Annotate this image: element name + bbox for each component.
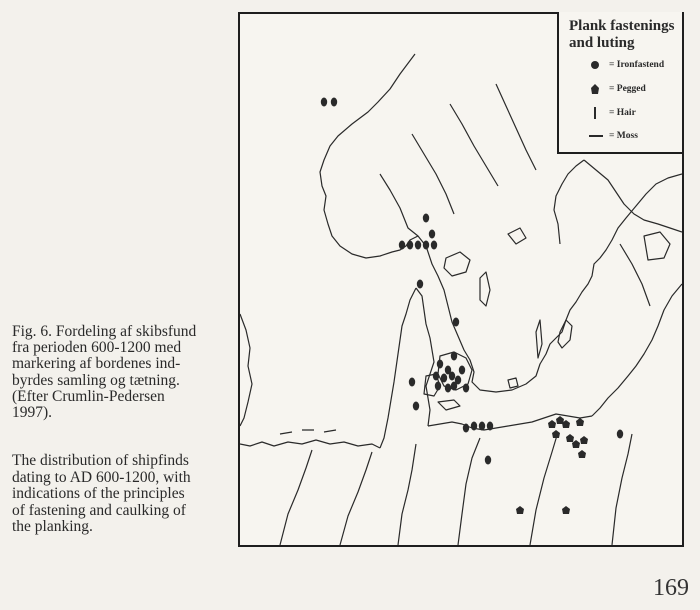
ironfastend-site-marker <box>455 376 461 385</box>
coastline-jutland <box>380 288 434 448</box>
legend-title-line: Plank fastenings <box>569 18 675 34</box>
legend-label: = Ironfastend <box>609 60 665 70</box>
ironfastend-site-marker <box>321 98 327 107</box>
ironfastend-site-marker <box>445 384 451 393</box>
map-legend <box>557 12 682 154</box>
ironfastend-site-marker <box>435 382 441 391</box>
coastline-baltic-east <box>592 284 682 416</box>
ironfastend-site-marker <box>479 422 485 431</box>
island-oland <box>536 320 542 358</box>
pegged-site-marker <box>552 430 560 438</box>
pegged-site-marker <box>548 420 556 428</box>
pegged-site-marker <box>562 506 570 514</box>
lake-ladoga <box>644 232 670 260</box>
caption-line: fra perioden 600-1200 med <box>12 339 182 357</box>
ironfastend-site-marker <box>409 378 415 387</box>
river <box>398 444 416 545</box>
ironfastend-site-marker <box>433 372 439 381</box>
dot-icon <box>589 58 601 72</box>
pegged-site-marker <box>576 418 584 426</box>
caption-danish <box>12 324 227 421</box>
legend-item-pegged <box>589 82 679 96</box>
caption-line: The distribution of shipfinds <box>12 452 189 469</box>
river <box>280 450 312 545</box>
pegged-site-marker <box>566 434 574 442</box>
caption-line: of fastening and caulking of <box>12 501 186 519</box>
caption-line: markering af bordenes ind- <box>12 355 181 373</box>
island-bornholm <box>508 378 518 388</box>
river <box>412 134 454 214</box>
ironfastend-site-marker <box>487 422 493 431</box>
coastline-bothnia <box>554 160 584 244</box>
river <box>620 244 650 306</box>
lake <box>508 228 526 244</box>
caption-english <box>12 453 227 536</box>
ironfastend-site-marker <box>459 366 465 375</box>
legend-label: = Moss <box>609 131 638 141</box>
caption-line: byrdes samling og tætning. <box>12 371 180 389</box>
ironfastend-site-marker <box>423 241 429 250</box>
legend-item-hair <box>589 106 679 120</box>
coastline-britain <box>240 314 252 426</box>
caption-line: indications of the principles <box>12 485 185 503</box>
ironfastend-site-marker <box>437 360 443 369</box>
pegged-site-marker <box>516 506 524 514</box>
ironfastend-site-marker <box>471 422 477 431</box>
ironfastend-site-marker <box>449 372 455 381</box>
river <box>458 438 480 545</box>
island-lolland <box>438 400 460 410</box>
river <box>450 104 498 186</box>
ironfastend-site-marker <box>441 374 447 383</box>
caption-line: dating to AD 600-1200, with <box>12 468 191 486</box>
caption-line: Fig. 6. Fordeling af skibsfund <box>12 323 197 340</box>
pegged-site-marker <box>578 450 586 458</box>
ironfastend-site-marker <box>331 98 337 107</box>
legend-item-moss <box>589 129 679 143</box>
legend-item-ironfastend <box>589 58 679 72</box>
ironfastend-site-marker <box>429 230 435 239</box>
caption-line: 1997). <box>12 404 53 422</box>
ironfastend-site-marker <box>413 402 419 411</box>
legend-title <box>569 18 674 52</box>
river <box>612 434 632 545</box>
page-number: 169 <box>653 575 689 601</box>
legend-title-line: and luting <box>569 35 635 51</box>
dash-icon <box>589 129 605 143</box>
ironfastend-site-marker <box>399 241 405 250</box>
ironfastend-site-marker <box>417 280 423 289</box>
ironfastend-site-marker <box>431 241 437 250</box>
caption-line: the planking. <box>12 518 93 536</box>
river <box>380 174 418 236</box>
river <box>530 432 558 545</box>
lake-vattern <box>480 272 490 306</box>
legend-label: = Pegged <box>609 84 646 94</box>
river <box>340 452 372 545</box>
ironfastend-site-marker <box>415 241 421 250</box>
lake-vanern <box>444 252 470 276</box>
coastline-finland <box>584 160 682 232</box>
river <box>496 84 536 170</box>
ironfastend-site-marker <box>463 424 469 433</box>
caption-line: (Efter Crumlin-Pedersen <box>12 387 165 405</box>
ironfastend-site-marker <box>617 430 623 439</box>
coastline-north-sea <box>240 440 380 448</box>
ironfastend-site-marker <box>463 384 469 393</box>
pegged-site-marker <box>580 436 588 444</box>
legend-label: = Hair <box>609 108 636 118</box>
coastline-frisian-islands <box>280 430 336 434</box>
ironfastend-site-marker <box>485 456 491 465</box>
ironfastend-site-marker <box>423 214 429 223</box>
bar-icon <box>589 106 601 120</box>
ironfastend-site-marker <box>453 318 459 327</box>
ironfastend-site-marker <box>451 352 457 361</box>
pentagon-icon <box>589 82 601 96</box>
ironfastend-site-marker <box>407 241 413 250</box>
pegged-site-marker <box>572 440 580 448</box>
